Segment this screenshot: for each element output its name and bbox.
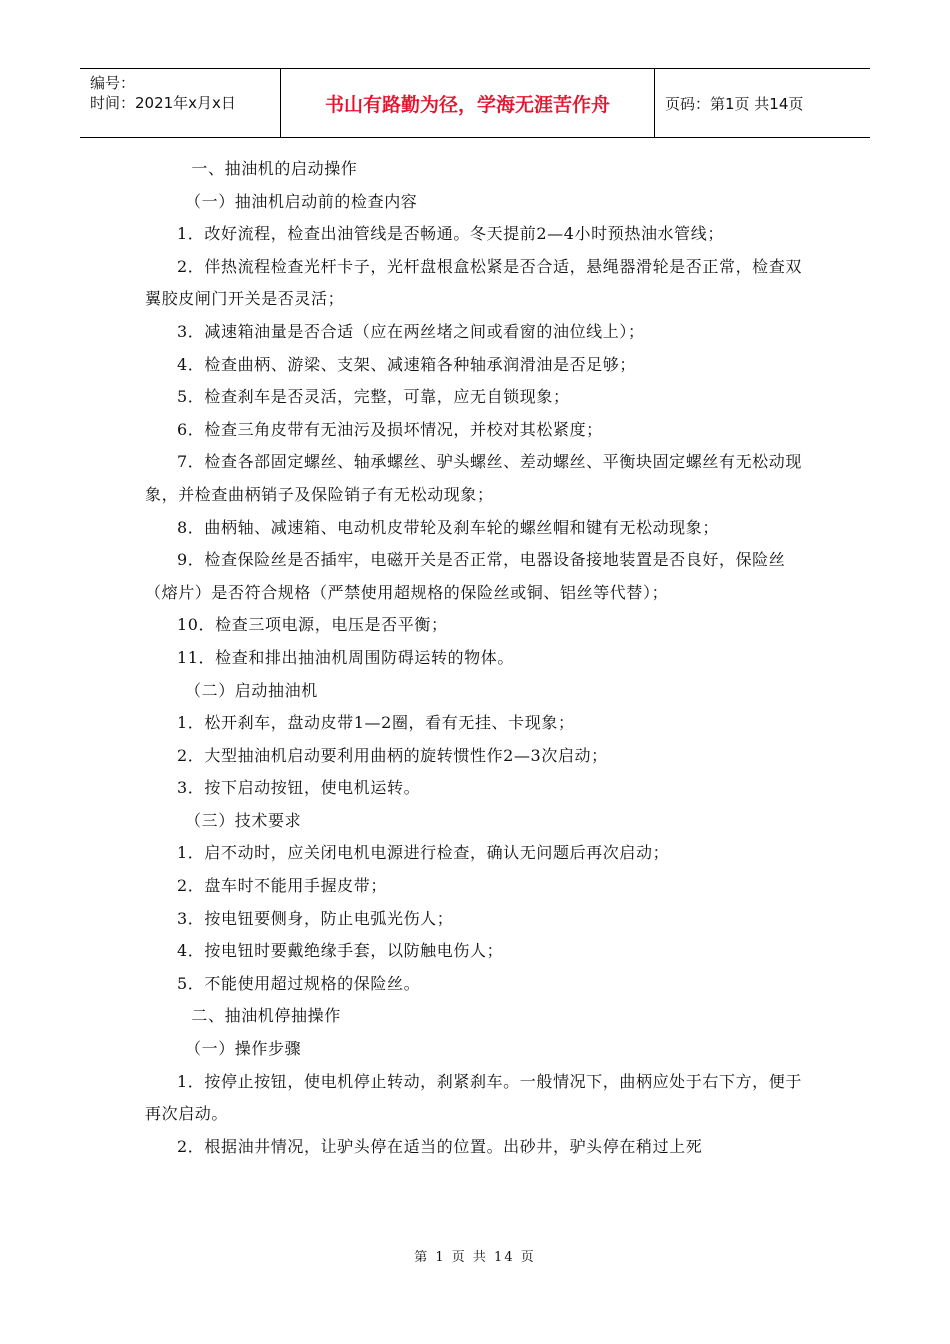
header-page-info: 页码：第1页 共14页 xyxy=(665,94,804,113)
paragraph: 9．检查保险丝是否插牢，电磁开关是否正常，电器设备接地装置是否良好，保险丝（熔片）是否符合规格（严禁使用超规格的保险丝或铜、铝丝等代替）； xyxy=(145,550,786,602)
subsection-heading: （一）抽油机启动前的检查内容 xyxy=(185,191,418,211)
paragraph: 2．盘车时不能用手握皮带； xyxy=(177,876,387,896)
paragraph: 10．检查三项电源，电压是否平衡； xyxy=(177,615,448,635)
paragraph: 1．松开刹车，盘动皮带1—2圈，看有无挂、卡现象； xyxy=(177,713,575,733)
paragraph: 1．按停止按钮，使电机停止转动，刹紧刹车。一般情况下，曲柄应处于右下方，便于再次启动。 xyxy=(145,1071,802,1124)
paragraph: 1．启不动时，应关闭电机电源进行检查，确认无问题后再次启动； xyxy=(177,843,670,863)
paragraph: 4．按电钮时要戴绝缘手套，以防触电伤人； xyxy=(177,941,504,961)
document-number-label: 编号： xyxy=(90,74,136,92)
section-heading: 一、抽油机的启动操作 xyxy=(191,159,358,178)
paragraph: 7．检查各部固定螺丝、轴承螺丝、驴头螺丝、差动螺丝、平衡块固定螺丝有无松动现象，并检查曲柄销子及保险销子有无松动现象； xyxy=(145,452,802,504)
paragraph: 2．大型抽油机启动要利用曲柄的旋转惯性作2—3次启动； xyxy=(177,745,608,765)
paragraph: 11．检查和排出抽油机周围防碍运转的物体。 xyxy=(177,647,514,667)
paragraph: 1．改好流程，检查出油管线是否畅通。冬天提前2—4小时预热油水管线； xyxy=(177,224,724,244)
paragraph: 3．按电钮要侧身，防止电弧光伤人； xyxy=(177,908,454,928)
subsection-heading: （二）启动抽油机 xyxy=(185,680,318,700)
section-heading: 二、抽油机停抽操作 xyxy=(191,1006,341,1026)
header-left-cell xyxy=(80,69,281,137)
paragraph: 3．减速箱油量是否合适（应在两丝堵之间或看窗的油位线上）； xyxy=(177,321,645,341)
paragraph: 2．伴热流程检查光杆卡子，光杆盘根盒松紧是否合适，悬绳器滑轮是否正常，检查双翼胶皮闸门开关是否灵活； xyxy=(145,256,802,309)
subsection-heading: （一）操作步骤 xyxy=(185,1039,302,1059)
paragraph: 3．按下启动按钮，使电机运转。 xyxy=(177,778,421,798)
page-footer: 第 1 页 共 14 页 xyxy=(414,1250,536,1265)
document-time-label: 时间：2021年x月x日 xyxy=(90,94,236,112)
paragraph: 5．不能使用超过规格的保险丝。 xyxy=(177,973,421,993)
header-motto: 书山有路勤为径，学海无涯苦作舟 xyxy=(281,69,655,137)
document-body xyxy=(145,153,810,1163)
subsection-heading: （三）技术要求 xyxy=(185,810,302,830)
header-table xyxy=(80,68,870,138)
paragraph: 2．根据油井情况，让驴头停在适当的位置。出砂井，驴头停在稍过上死 xyxy=(177,1136,703,1156)
paragraph: 5．检查刹车是否灵活，完整，可靠，应无自锁现象； xyxy=(177,387,570,407)
paragraph: 4．检查曲柄、游梁、支架、减速箱各种轴承润滑油是否足够； xyxy=(177,354,636,374)
paragraph: 8．曲柄轴、减速箱、电动机皮带轮及刹车轮的螺丝帽和键有无松动现象； xyxy=(177,517,719,537)
paragraph: 6．检查三角皮带有无油污及损坏情况，并校对其松紧度； xyxy=(177,419,603,439)
